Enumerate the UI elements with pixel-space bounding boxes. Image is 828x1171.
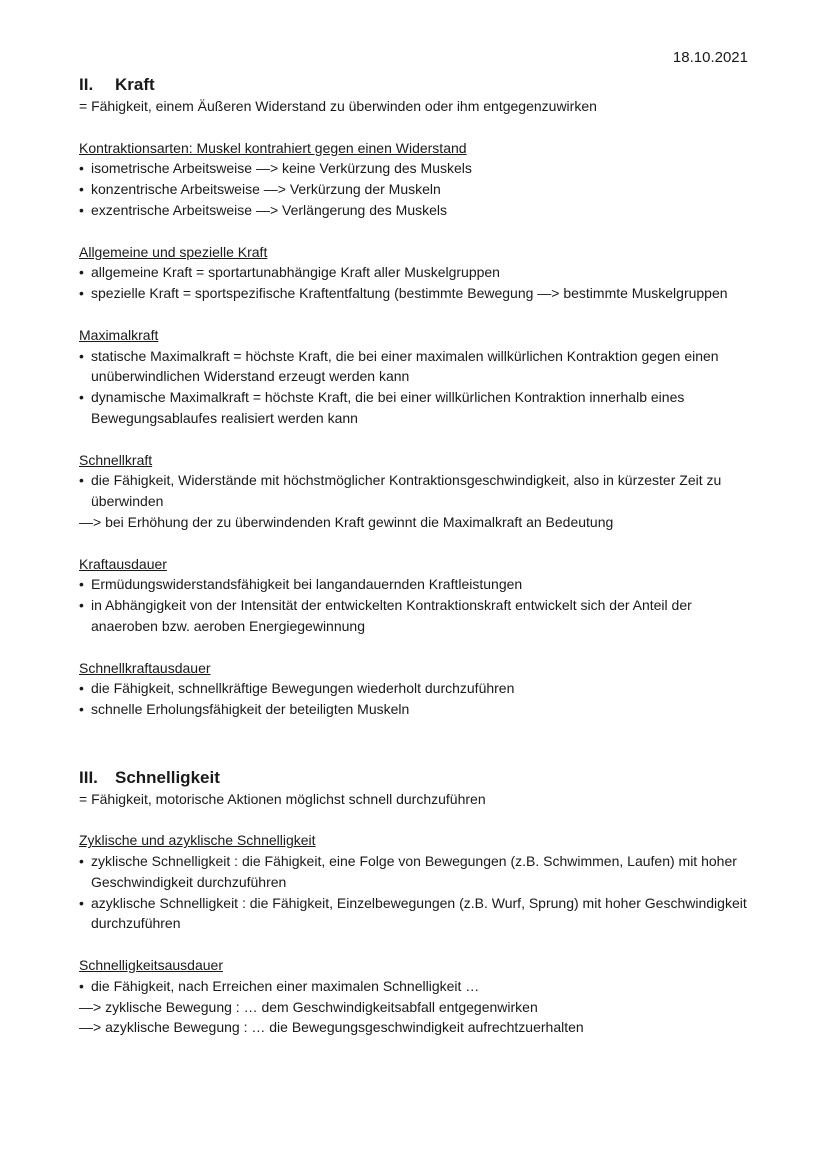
subsection-title-text: Maximalkraft bbox=[79, 326, 159, 343]
bullet-item: • spezielle Kraft = sportspezifische Kraftentfaltung (bestimmte Bewegung —> bestimmte Muskelgruppen bbox=[79, 283, 759, 304]
arrow-note: —> azyklische Bewegung : … die Bewegungsgeschwindigkeit aufrechtzuerhalten bbox=[79, 1019, 584, 1036]
subsection-title-text: Allgemeine und spezielle Kraft bbox=[79, 243, 268, 260]
document-date: 18.10.2021 bbox=[672, 49, 748, 66]
subsection bbox=[79, 554, 759, 637]
subsection bbox=[79, 658, 759, 720]
bullet-item: • schnelle Erholungsfähigkeit der beteiligten Muskeln bbox=[79, 699, 759, 720]
bullet-item: • in Abhängigkeit von der Intensität der entwickelten Kontraktionskraft entwickelt sich der Anteil der anaeroben bzw. aeroben Energiegewinnung bbox=[79, 595, 759, 637]
subsection-title bbox=[79, 138, 759, 159]
section-definition: = Fähigkeit, einem Äußeren Widerstand zu überwinden oder ihm entgegenzuwirken bbox=[79, 98, 597, 114]
subsection-title-text: Schnelligkeitsausdauer bbox=[79, 957, 223, 974]
section-heading bbox=[79, 767, 759, 789]
section-title: Schnelligkeit bbox=[115, 767, 220, 787]
bullet-item: • die Fähigkeit, Widerstände mit höchstmöglicher Kontraktionsgeschwindigkeit, also in kürzester Zeit zu überwinden bbox=[79, 470, 759, 512]
bullet-item: • die Fähigkeit, schnellkräftige Bewegungen wiederholt durchzuführen bbox=[79, 678, 759, 699]
bullet-item: • dynamische Maximalkraft = höchste Kraft, die bei einer willkürlichen Kontraktion innerhalb eines Bewegungsablaufes realisiert werden kann bbox=[79, 387, 759, 429]
section-definition: = Fähigkeit, motorische Aktionen möglichst schnell durchzuführen bbox=[79, 790, 486, 807]
subsection-title bbox=[79, 955, 759, 976]
subsection-title bbox=[79, 450, 759, 471]
arrow-note: —> bei Erhöhung der zu überwindenden Kraft gewinnt die Maximalkraft an Bedeutung bbox=[79, 513, 614, 530]
arrow-note: —> zyklische Bewegung : … dem Geschwindigkeitsabfall entgegenwirken bbox=[79, 998, 538, 1015]
subsection-title-text: Zyklische und azyklische Schnelligkeit bbox=[79, 832, 316, 849]
subsection-title bbox=[79, 830, 759, 851]
subsection bbox=[79, 830, 759, 934]
subsection bbox=[79, 450, 759, 533]
bullet-item: • statische Maximalkraft = höchste Kraft, die bei einer maximalen willkürlichen Kontraktion gegen einen unüberwindlichen Widerstand erzeugt werden kann bbox=[79, 346, 759, 388]
subsection-title bbox=[79, 554, 759, 575]
section-number: II. bbox=[79, 75, 94, 94]
section-number: III. bbox=[79, 767, 98, 787]
subsection-title-text: Schnellkraftausdauer bbox=[79, 659, 211, 676]
document-body bbox=[79, 74, 759, 1059]
section-title: Kraft bbox=[115, 75, 155, 94]
subsection-title-text: Kontraktionsarten: Muskel kontrahiert gegen einen Widerstand bbox=[79, 139, 467, 156]
bullet-item: • allgemeine Kraft = sportartunabhängige Kraft aller Muskelgruppen bbox=[79, 262, 759, 283]
subsection-title bbox=[79, 242, 759, 263]
subsection bbox=[79, 325, 759, 429]
subsection bbox=[79, 955, 759, 1038]
bullet-item: • exzentrische Arbeitsweise —> Verlängerung des Muskels bbox=[79, 200, 759, 221]
section-heading bbox=[79, 74, 759, 96]
bullet-item: • isometrische Arbeitsweise —> keine Verkürzung des Muskels bbox=[79, 158, 759, 179]
subsection-title bbox=[79, 658, 759, 679]
subsection-title-text: Kraftausdauer bbox=[79, 555, 167, 572]
bullet-item: • Ermüdungswiderstandsfähigkeit bei langandauernden Kraftleistungen bbox=[79, 574, 759, 595]
subsection bbox=[79, 138, 759, 221]
bullet-item: • zyklische Schnelligkeit : die Fähigkeit, eine Folge von Bewegungen (z.B. Schwimmen, Laufen) mit hoher Geschwindigkeit durchzuführen bbox=[79, 851, 759, 893]
subsection-title bbox=[79, 325, 759, 346]
bullet-item: • die Fähigkeit, nach Erreichen einer maximalen Schnelligkeit … bbox=[79, 976, 759, 997]
bullet-item: • azyklische Schnelligkeit : die Fähigkeit, Einzelbewegungen (z.B. Wurf, Sprung) mit hoher Geschwindigkeit durchzuführen bbox=[79, 893, 759, 935]
subsection bbox=[79, 242, 759, 304]
bullet-item: • konzentrische Arbeitsweise —> Verkürzung der Muskeln bbox=[79, 179, 759, 200]
subsection-title-text: Schnellkraft bbox=[79, 451, 153, 468]
section-spacer bbox=[79, 741, 759, 767]
